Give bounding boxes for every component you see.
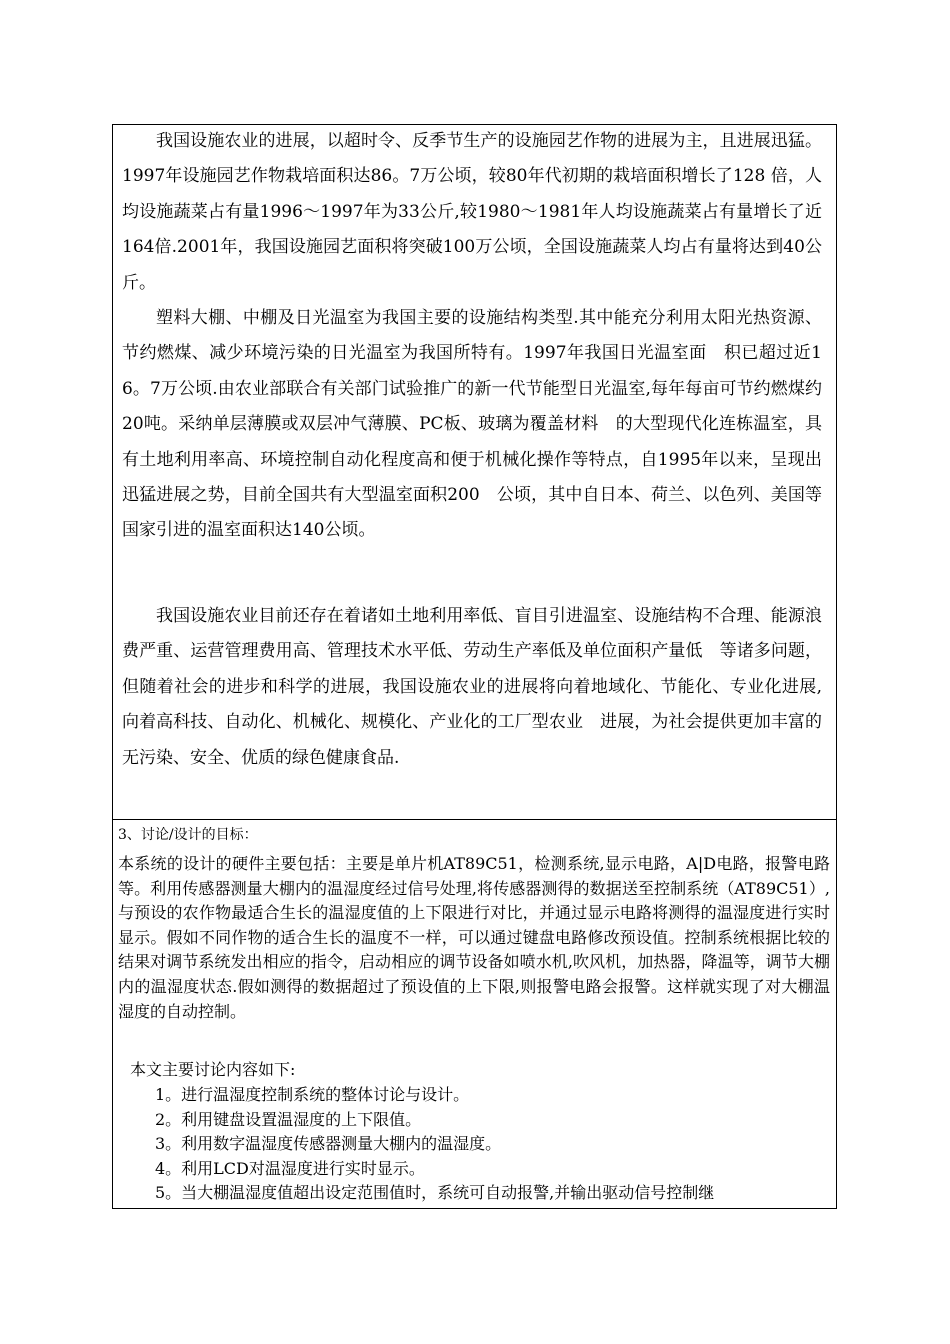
paragraph-structure-types: 塑料大棚、中棚及日光温室为我国主要的设施结构类型.其中能充分利用太阳光热资源、节约燃煤、减少环境污染的日光温室为我国所特有。1997年我国日光温室面 积已超过近16。7万公顷.由农业部联合有关部门试验推广的新一代节能型日光温室,每年每亩可节约燃煤约20吨。采纳单层薄膜或双层冲气薄膜、PC板、玻璃为覆盖材料 的大型现代化连栋温室，具有土地利用率高、环境控制自动化程度高和便于机械化操作等特点，自1995年以来，呈现出迅猛进展之势，目前全国共有大型温室面积200 公顷，其中自日本、荷兰、以色列、美国等国家引进的温室面积达140公顷。	[122, 308, 822, 541]
list-item: 3。利用数字温湿度传感器测量大棚内的温湿度。	[155, 1134, 502, 1154]
paragraph-development-overview: 我国设施农业的进展，以超时令、反季节生产的设施园艺作物的进展为主，且进展迅猛。1997年设施园艺作物栽培面积达86。7万公顷，较80年代初期的栽培面积增长了128 倍，人均设施蔬菜占有量1996～1997年为33公斤,较1980～1981年人均设施蔬菜占有量增长了近164倍.2001年，我国设施园艺面积将突破100万公顷，全国设施蔬菜人均占有量将达到40公斤。	[122, 131, 822, 293]
list-item: 4。利用LCD对温湿度进行实时显示。	[155, 1158, 425, 1178]
paragraph-system-design: 本系统的设计的硬件主要包括：主要是单片机AT89C51，检测系统,显示电路，A|D电路，报警电路等。利用传感器测量大棚内的温湿度经过信号处理,将传感器测得的数据送至控制系统（AT89C51）,与预设的农作物最适合生长的温湿度值的上下限进行对比，并通过显示电路将测得的温湿度进行实时显示。假如不同作物的适合生长的温度不一样，可以通过键盘电路修改预设值。控制系统根据比较的结果对调节系统发出相应的指令，启动相应的调节设备如喷水机,吹风机，加热器，降温等，调节大棚内的温湿度状态.假如测得的数据超过了预设值的上下限,则报警电路会报警。这样就实现了对大棚温湿度的自动控制。	[118, 854, 830, 1021]
list-item: 5。当大棚温湿度值超出设定范围值时，系统可自动报警,并输出驱动信号控制继	[155, 1183, 715, 1203]
list-item: 2。利用键盘设置温湿度的上下限值。	[155, 1109, 422, 1129]
section-heading: 3、讨论/设计的目标：	[118, 827, 258, 843]
list-intro: 本文主要讨论内容如下:	[130, 1060, 296, 1079]
list-item: 1。进行温湿度控制系统的整体讨论与设计。	[155, 1085, 470, 1104]
paragraph-existing-problems: 我国设施农业目前还存在着诸如土地利用率低、盲目引进温室、设施结构不合理、能源浪费严重、运营管理费用高、管理技术水平低、劳动生产率低及单位面积产量低 等诸多问题，但随着社会的进步和科学的进展，我国设施农业的进展将向着地域化、节能化、专业化进展,向着高科技、自动化、机械化、规模化、产业化的工厂型农业 进展，为社会提供更加丰富的无污染、安全、优质的绿色健康食品.	[122, 606, 822, 768]
content-list	[155, 1083, 835, 1206]
